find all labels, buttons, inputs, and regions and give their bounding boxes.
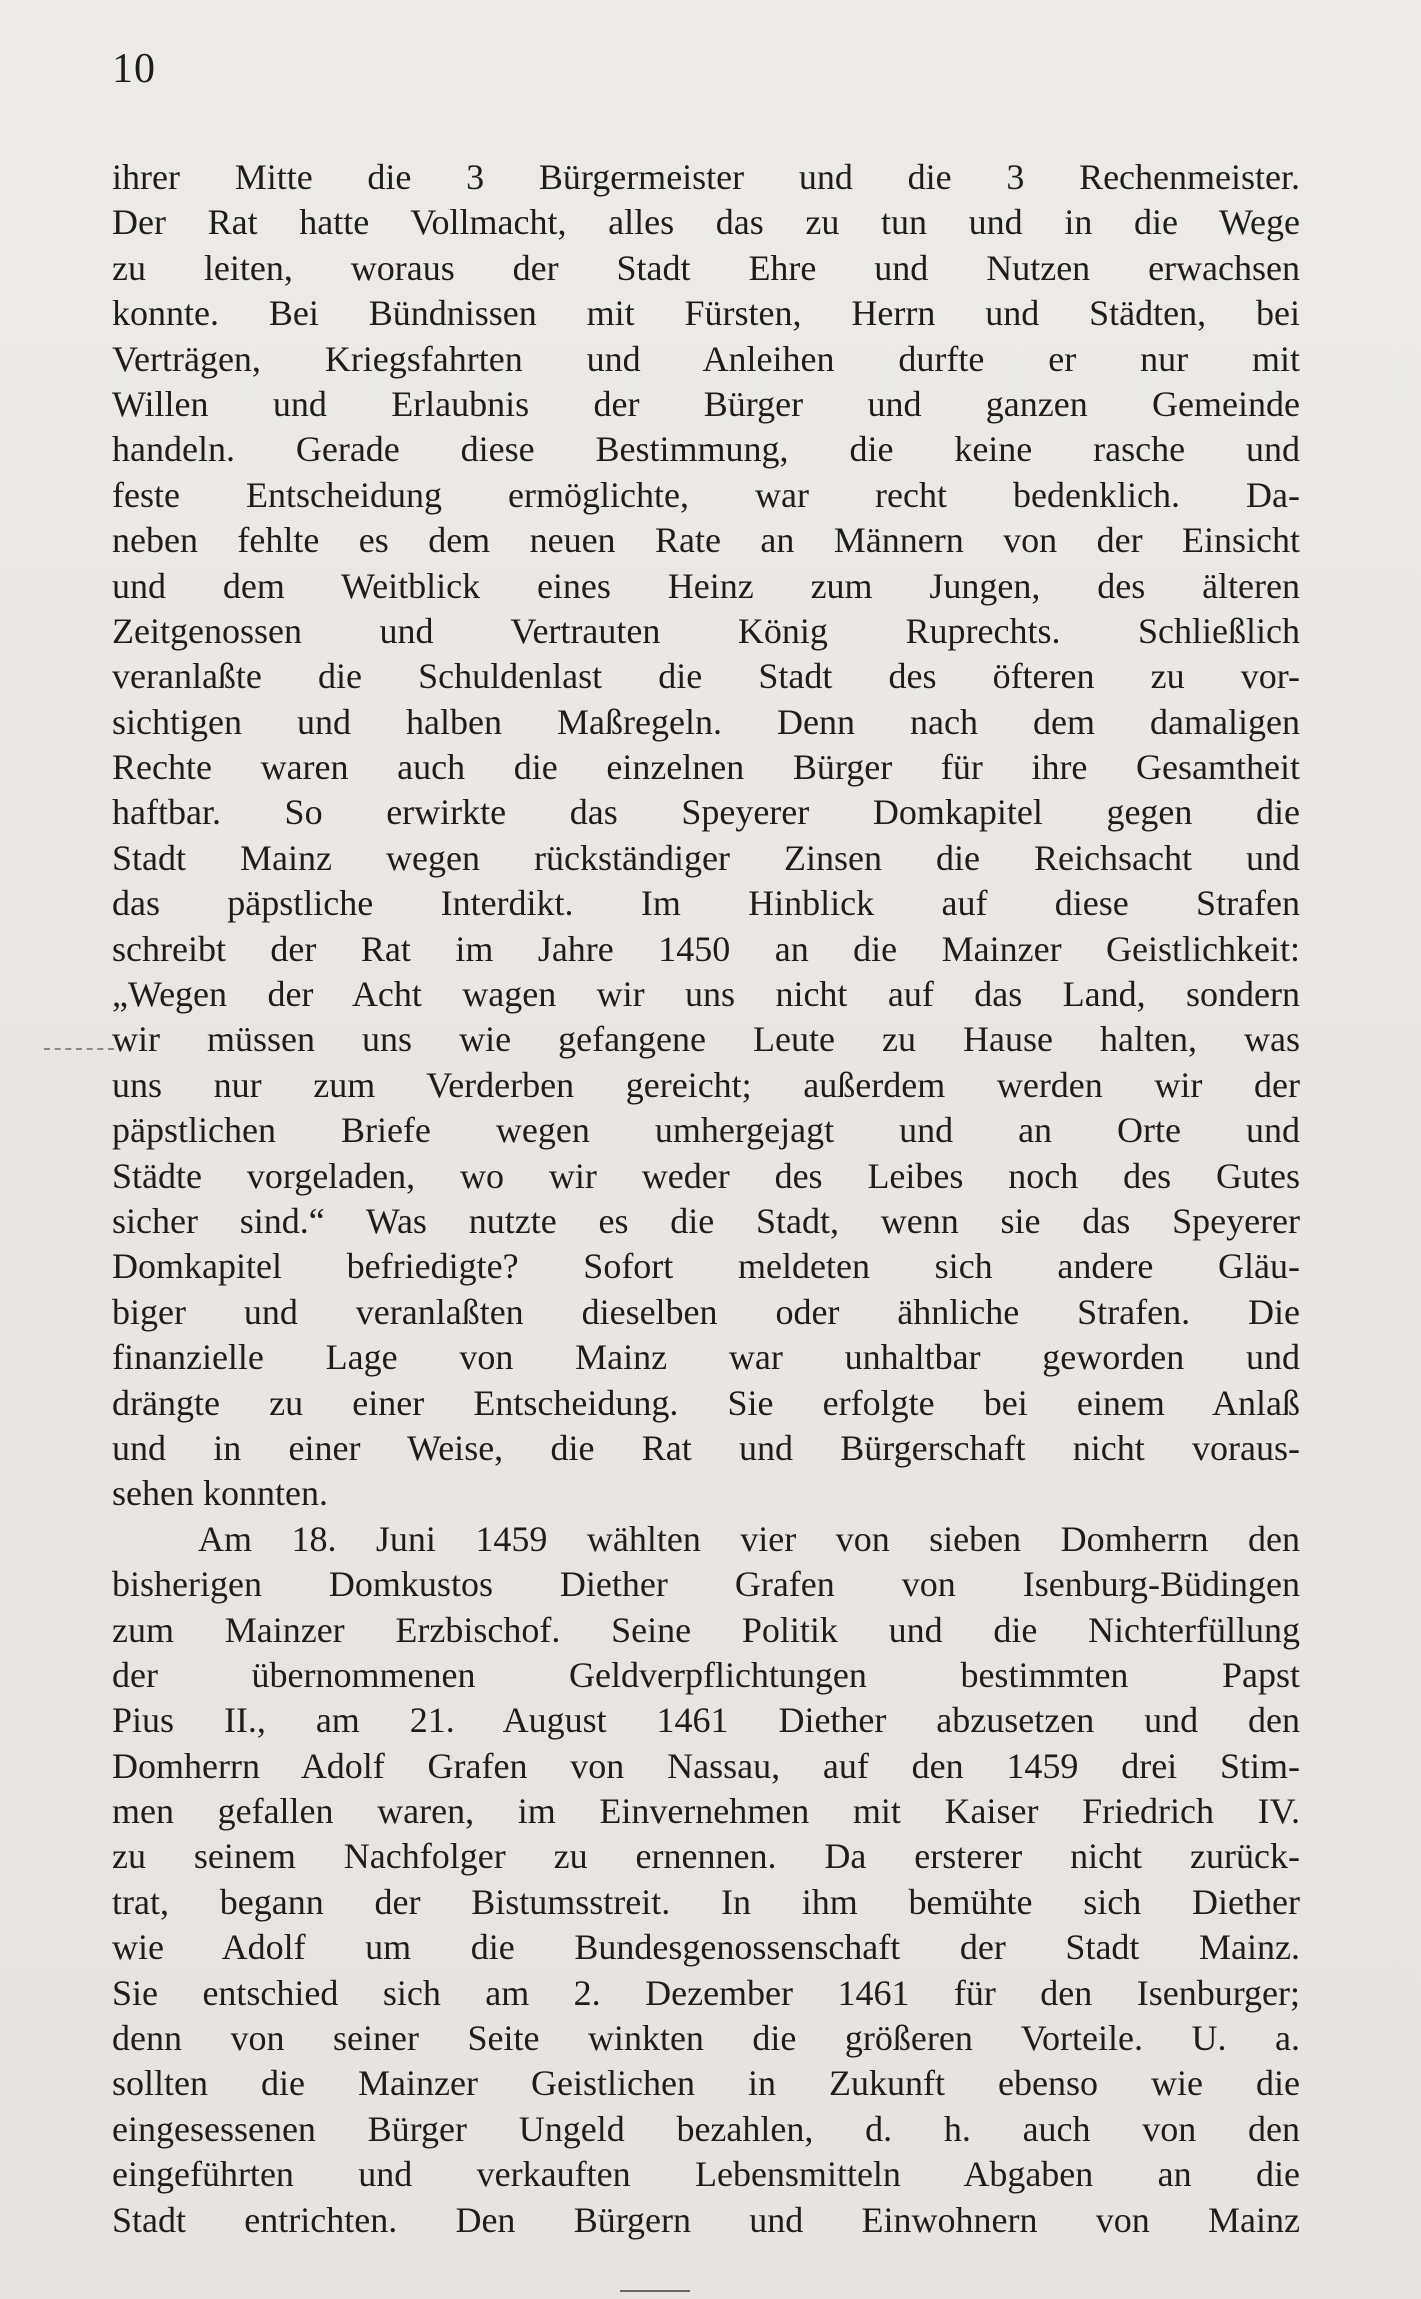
text-line: päpstlichen Briefe wegen umhergejagt und an Orte und [112, 1110, 1300, 1151]
text-line: zu seinem Nachfolger zu ernennen. Da ersterer nicht zurück- [112, 1836, 1300, 1877]
text-line: denn von seiner Seite winkten die größeren Vorteile. U. a. [112, 2018, 1300, 2059]
text-line: ihrer Mitte die 3 Bürgermeister und die 3 Rechenmeister. [112, 157, 1300, 197]
text-line: wie Adolf um die Bundesgenossenschaft der Stadt Mainz. [112, 1927, 1300, 1968]
text-line: Sie entschied sich am 2. Dezember 1461 für den Isenburger; [112, 1972, 1300, 2013]
text-line: Städte vorgeladen, wo wir weder des Leibes noch des Gutes [112, 1155, 1300, 1196]
text-line: schreibt der Rat im Jahre 1450 an die Mainzer Geistlichkeit: [112, 928, 1300, 969]
text-line: bisherigen Domkustos Diether Grafen von Isenburg-Büdingen [112, 1564, 1300, 1605]
text-line: sehen konnten. [112, 1473, 328, 1514]
text-line: Stadt Mainz wegen rückständiger Zinsen die Reichsacht und [112, 837, 1300, 878]
text-line: uns nur zum Verderben gereicht; außerdem werden wir der [112, 1064, 1300, 1105]
text-line: konnte. Bei Bündnissen mit Fürsten, Herrn und Städten, bei [112, 293, 1300, 334]
text-line: zu leiten, woraus der Stadt Ehre und Nutzen erwachsen [112, 247, 1300, 288]
text-line: finanzielle Lage von Mainz war unhaltbar geworden und [112, 1337, 1300, 1378]
text-line: zum Mainzer Erzbischof. Seine Politik und die Nichterfüllung [112, 1609, 1300, 1650]
text-line: sichtigen und halben Maßregeln. Denn nach dem damaligen [112, 701, 1300, 742]
text-line: neben fehlte es dem neuen Rate an Männern von der Einsicht [112, 520, 1300, 561]
text-line: Domherrn Adolf Grafen von Nassau, auf den 1459 drei Stim- [112, 1745, 1300, 1786]
text-line: men gefallen waren, im Einvernehmen mit Kaiser Friedrich IV. [112, 1791, 1300, 1832]
text-line: der übernommenen Geldverpflichtungen bestimmten Papst [112, 1654, 1300, 1695]
text-line: Der Rat hatte Vollmacht, alles das zu tun und in die Wege [112, 202, 1300, 243]
text-line: sollten die Mainzer Geistlichen in Zukunft ebenso wie die [112, 2063, 1300, 2104]
text-line: Pius II., am 21. August 1461 Diether abzusetzen und den [112, 1700, 1300, 1741]
text-line: Am 18. Juni 1459 wählten vier von sieben Domherrn den [198, 1518, 1300, 1559]
text-line: feste Entscheidung ermöglichte, war recht bedenklich. Da- [112, 474, 1300, 515]
text-line: eingeführten und verkauften Lebensmitteln Abgaben an die [112, 2154, 1300, 2195]
text-line: eingesessenen Bürger Ungeld bezahlen, d. h. auch von den [112, 2108, 1300, 2149]
text-line: Verträgen, Kriegsfahrten und Anleihen durfte er nur mit [112, 338, 1300, 379]
text-line: Rechte waren auch die einzelnen Bürger für ihre Gesamtheit [112, 747, 1300, 788]
margin-mark [44, 1048, 114, 1050]
body-text [112, 155, 1300, 2243]
text-line: und dem Weitblick eines Heinz zum Jungen, des älteren [112, 565, 1300, 606]
text-line: Willen und Erlaubnis der Bürger und ganzen Gemeinde [112, 383, 1300, 424]
text-line: trat, begann der Bistumsstreit. In ihm bemühte sich Diether [112, 1881, 1300, 1922]
text-line: haftbar. So erwirkte das Speyerer Domkapitel gegen die [112, 792, 1300, 833]
text-line: Stadt entrichten. Den Bürgern und Einwohnern von Mainz [112, 2199, 1300, 2240]
text-line: handeln. Gerade diese Bestimmung, die keine rasche und [112, 429, 1300, 470]
text-line: und in einer Weise, die Rat und Bürgerschaft nicht voraus- [112, 1427, 1300, 1468]
page-number: 10 [112, 46, 156, 92]
text-line: drängte zu einer Entscheidung. Sie erfolgte bei einem Anlaß [112, 1382, 1300, 1423]
text-line: Domkapitel befriedigte? Sofort meldeten sich andere Gläu- [112, 1246, 1300, 1287]
text-line: das päpstliche Interdikt. Im Hinblick auf diese Strafen [112, 883, 1300, 924]
text-line: „Wegen der Acht wagen wir uns nicht auf das Land, sondern [112, 974, 1300, 1015]
text-line: veranlaßte die Schuldenlast die Stadt des öfteren zu vor- [112, 656, 1300, 697]
text-line: biger und veranlaßten dieselben oder ähnliche Strafen. Die [112, 1291, 1300, 1332]
text-line: wir müssen uns wie gefangene Leute zu Hause halten, was [112, 1019, 1300, 1060]
bottom-mark [620, 2290, 690, 2292]
text-line: sicher sind.“ Was nutzte es die Stadt, wenn sie das Speyerer [112, 1200, 1300, 1241]
text-line: Zeitgenossen und Vertrauten König Ruprechts. Schließlich [112, 610, 1300, 651]
